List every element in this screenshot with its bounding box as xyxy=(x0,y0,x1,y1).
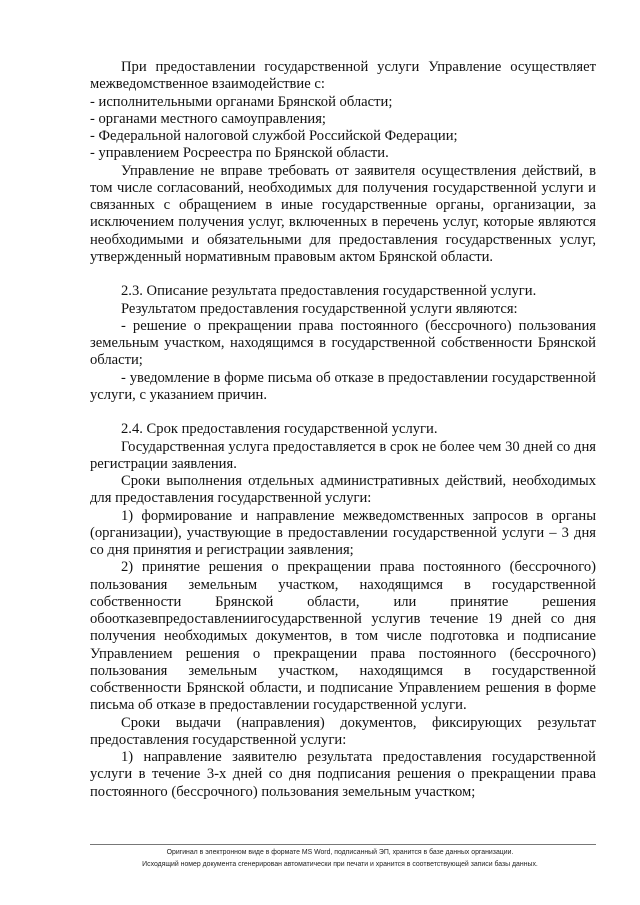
paragraph: - решение о прекращении права постоянного (бессрочного) пользования земельным участком, находящимся в государственной собственности Брянской области; xyxy=(90,317,596,369)
paragraph: Государственная услуга предоставляется в срок не более чем 30 дней со дня регистрации заявления. xyxy=(90,438,596,472)
paragraph: 2) принятие решения о прекращении права постоянного (бессрочного) пользования земельным участком, находящимся в государственной собственности Брянской области, или принятие решения обоотказевпредоставлениигосударственной услугив течение 19 дней со дня получения необходимых документов, в том числе подготовка и подписание Управлением решения о прекращении права постоянного (бессрочного) пользования земельным участком, находящимся в государственной собственности Брянской области, и подписание Управлением решения в форме письма об отказе в предоставлении государственной услуги. xyxy=(90,559,596,714)
paragraph: 2.4. Срок предоставления государственной услуги. xyxy=(121,421,438,438)
footer-line-1: Оригинал в электронном виде в формате MS Word, подписанный ЭП, хранится в базе данных организации. xyxy=(166,849,514,856)
paragraph: - уведомление в форме письма об отказе в предоставлении государственной услуги, с указанием причин. xyxy=(90,369,596,403)
paragraph: - органами местного самоуправления; xyxy=(90,110,326,127)
footer xyxy=(60,847,620,870)
paragraph: Сроки выдачи (направления) документов, фиксирующих результат предоставления государственной услуги: xyxy=(90,714,596,748)
paragraph: 1) формирование и направление межведомственных запросов в органы (организации), участвующие в предоставлении государственной услуги – 3 дня со дня принятия и регистрации заявления; xyxy=(90,507,596,558)
paragraph-spacer xyxy=(90,404,596,421)
paragraph: - Федеральной налоговой службой Российской Федерации; xyxy=(90,128,458,144)
footer-divider xyxy=(90,844,596,845)
paragraph: Сроки выполнения отдельных административных действий, необходимых для предоставления государственной услуги: xyxy=(90,473,596,507)
paragraph: 2.3. Описание результата предоставления государственной услуги. xyxy=(121,283,537,300)
paragraph-spacer xyxy=(90,266,596,283)
paragraph: При предоставлении государственной услуги Управление осуществляет межведомственное взаимодействие с: xyxy=(90,59,596,93)
document-body xyxy=(90,59,596,801)
paragraph: - исполнительными органами Брянской области; xyxy=(90,93,393,110)
paragraph: 1) направление заявителю результата предоставления государственной услуги в течение 3-х дней со дня подписания решения о прекращении права постоянного (бессрочного) пользования земельным участком; xyxy=(90,749,596,800)
footer-line-2: Исходящий номер документа сгенерирован автоматически при печати и хранится в соответствующей записи базы данных. xyxy=(142,860,538,868)
paragraph: - управлением Росреестра по Брянской области. xyxy=(90,145,389,162)
paragraph: Управление не вправе требовать от заявителя осуществления действий, в том числе согласований, необходимых для получения государственной услуги и связанных с обращением в иные государственные органы, организации, за исключением получения услуг, включенных в перечень услуг, которые являются необходимыми и обязательными для предоставления государственных услуг, утвержденный нормативным правовым актом Брянской области. xyxy=(90,162,596,265)
paragraph: Результатом предоставления государственной услуги являются: xyxy=(121,300,518,317)
